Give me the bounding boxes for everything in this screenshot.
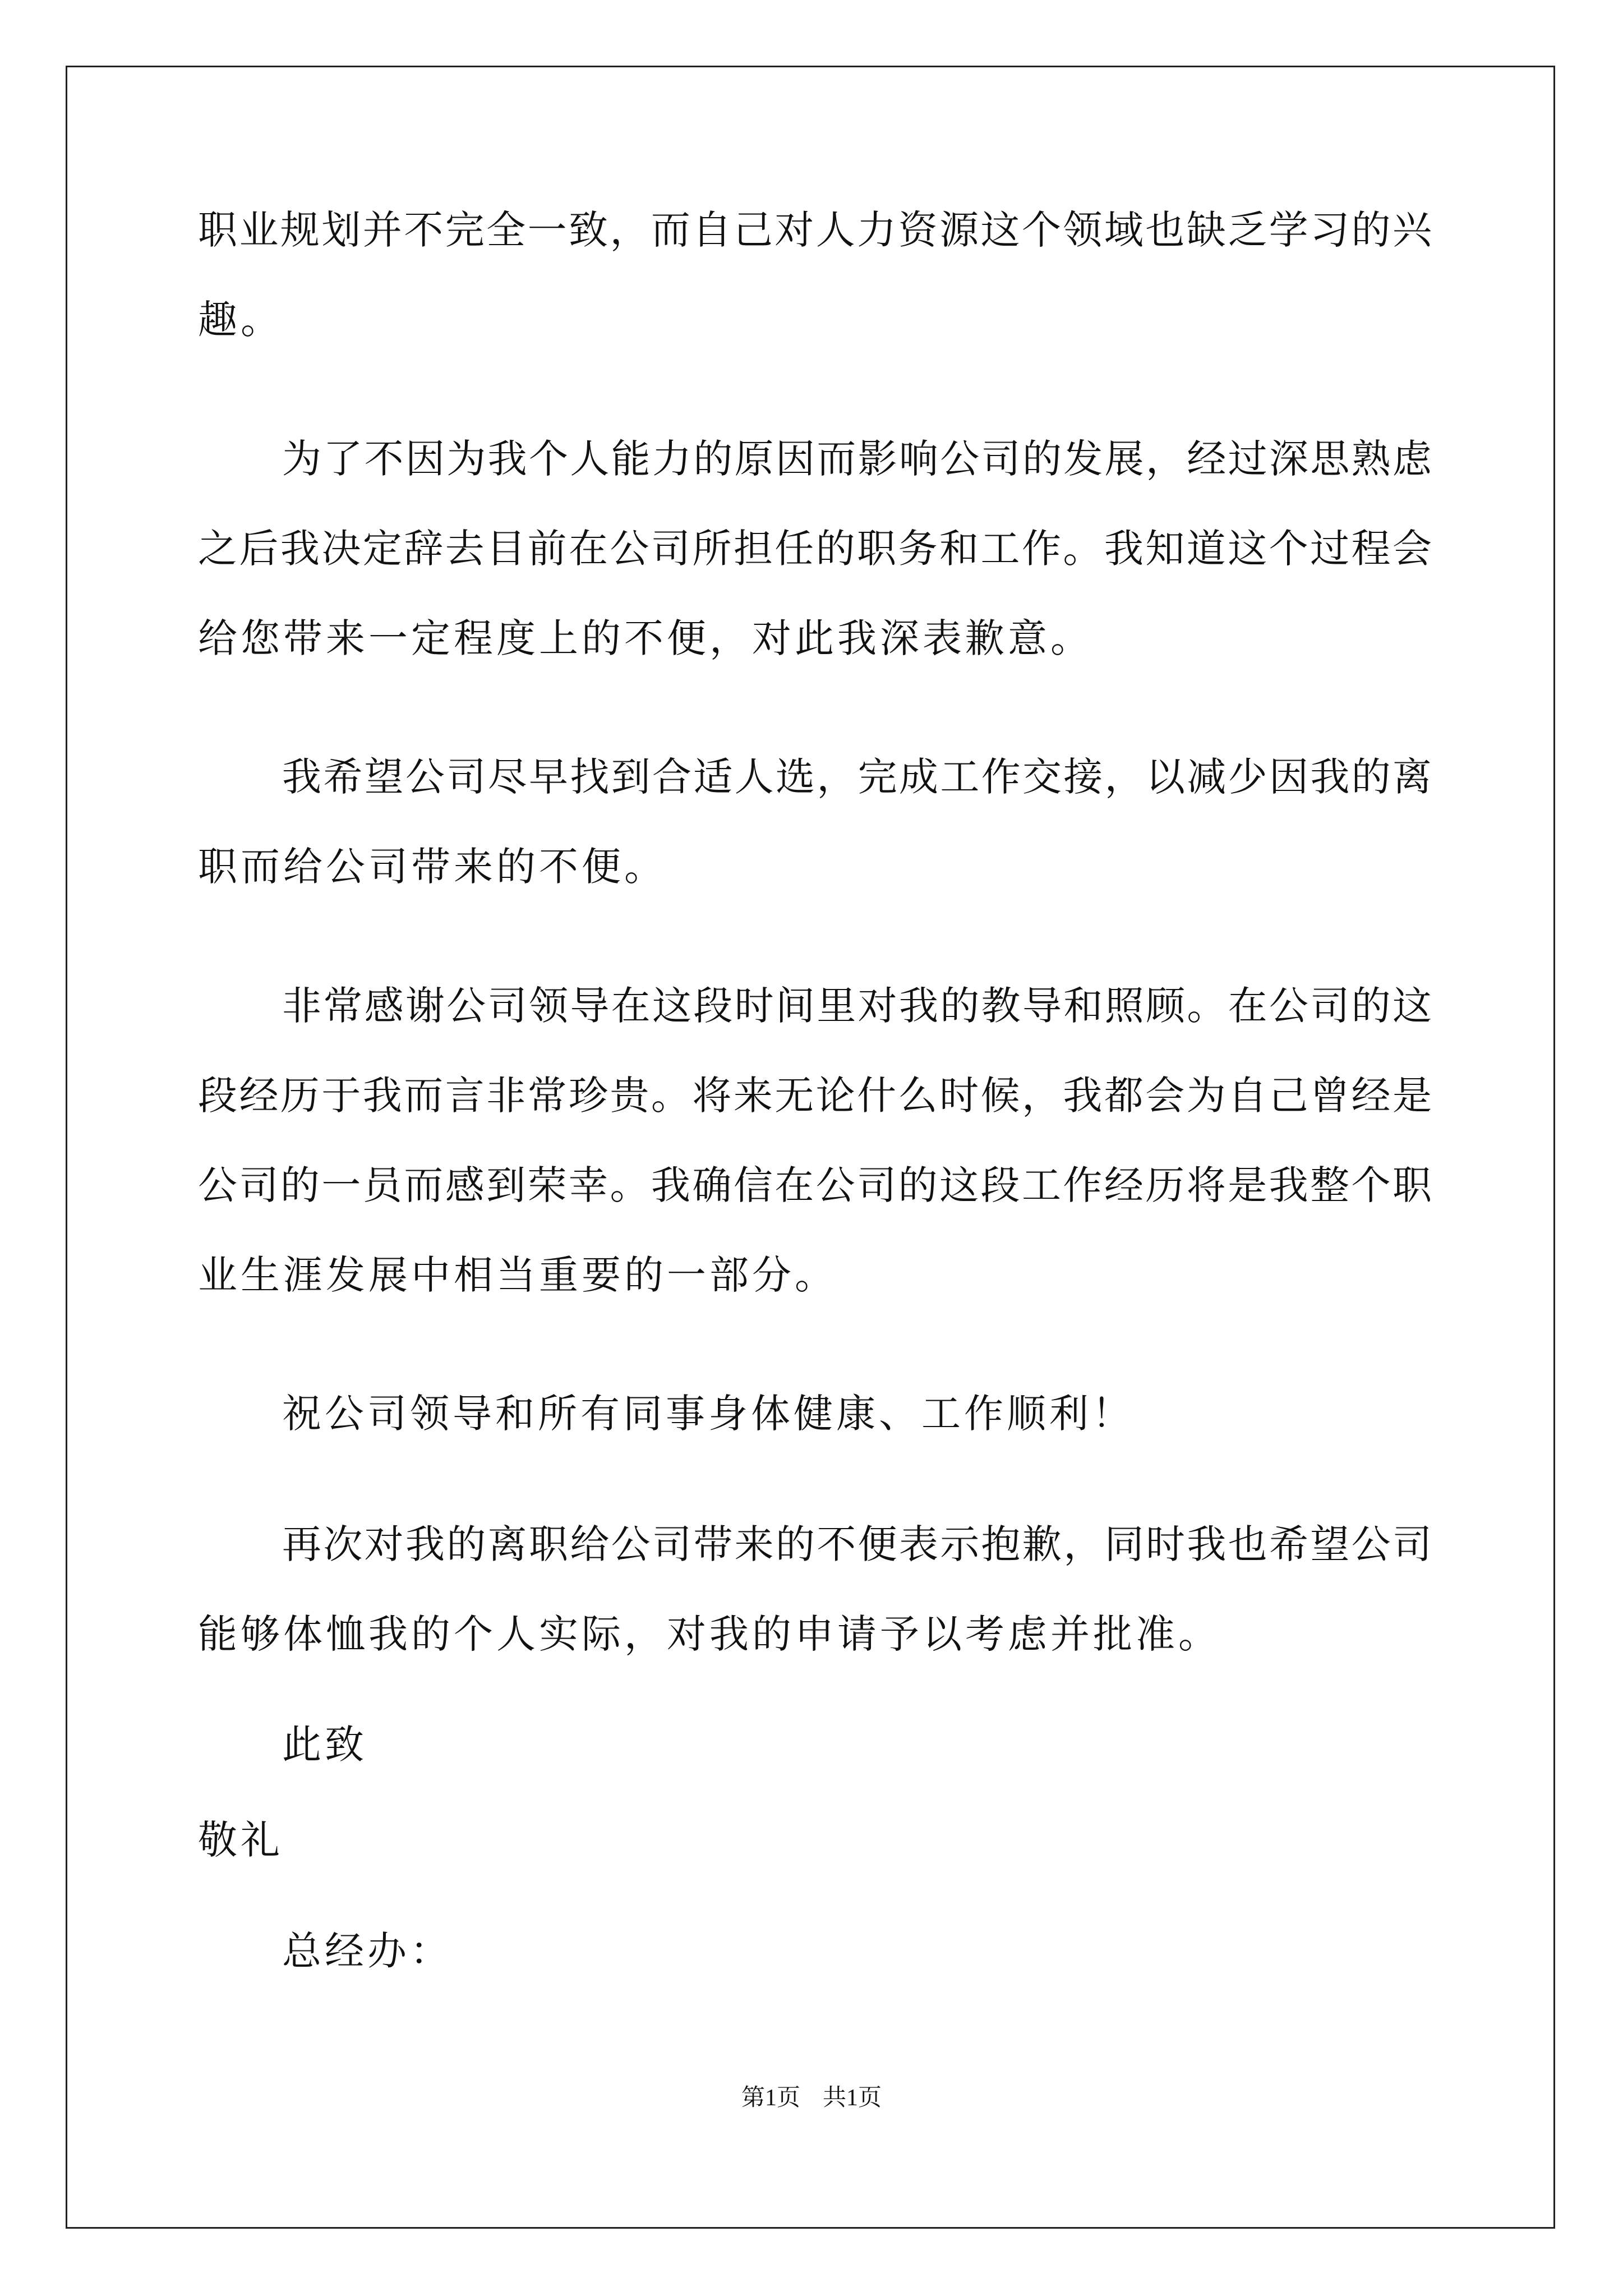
text-line: 业生涯发展中相当重要的一部分。 [198,1252,837,1298]
text-line: 能够体恤我的个人实际，对我的申请予以考虑并批准。 [198,1611,1221,1657]
text-line: 再次对我的离职给公司带来的不便表示抱歉，同时我也希望公司 [282,1521,1432,1567]
text-line: 职业规划并不完全一致，而自己对人力资源这个领域也缺乏学习的兴 [198,207,1432,253]
text-line: 公司的一员而感到荣幸。我确信在公司的这段工作经历将是我整个职 [198,1162,1432,1208]
page-border [66,66,1555,2229]
page-number-current: 第1页 [741,2085,800,2111]
page-number-total: 共1页 [823,2085,882,2111]
closing-regards: 敬礼 [198,1817,283,1863]
text-line: 给您带来一定程度上的不便，对此我深表歉意。 [198,615,1093,661]
text-line: 为了不因为我个人能力的原因而影响公司的发展，经过深思熟虑 [282,436,1432,482]
page-footer [0,2081,1623,2115]
text-line: 趣。 [198,297,283,343]
text-line: 之后我决定辞去目前在公司所担任的职务和工作。我知道这个过程会 [198,526,1432,572]
text-line: 我希望公司尽早找到合适人选，完成工作交接，以减少因我的离 [282,754,1432,800]
text-line: 段经历于我而言非常珍贵。将来无论什么时候，我都会为自己曾经是 [198,1073,1432,1119]
text-line: 祝公司领导和所有同事身体健康、工作顺利！ [282,1391,1135,1437]
text-line: 非常感谢公司领导在这段时间里对我的教导和照顾。在公司的这 [282,983,1432,1029]
signature-department: 总经办： [282,1928,453,1974]
text-line: 职而给公司带来的不便。 [198,844,667,890]
closing-salutation: 此致 [282,1722,367,1768]
